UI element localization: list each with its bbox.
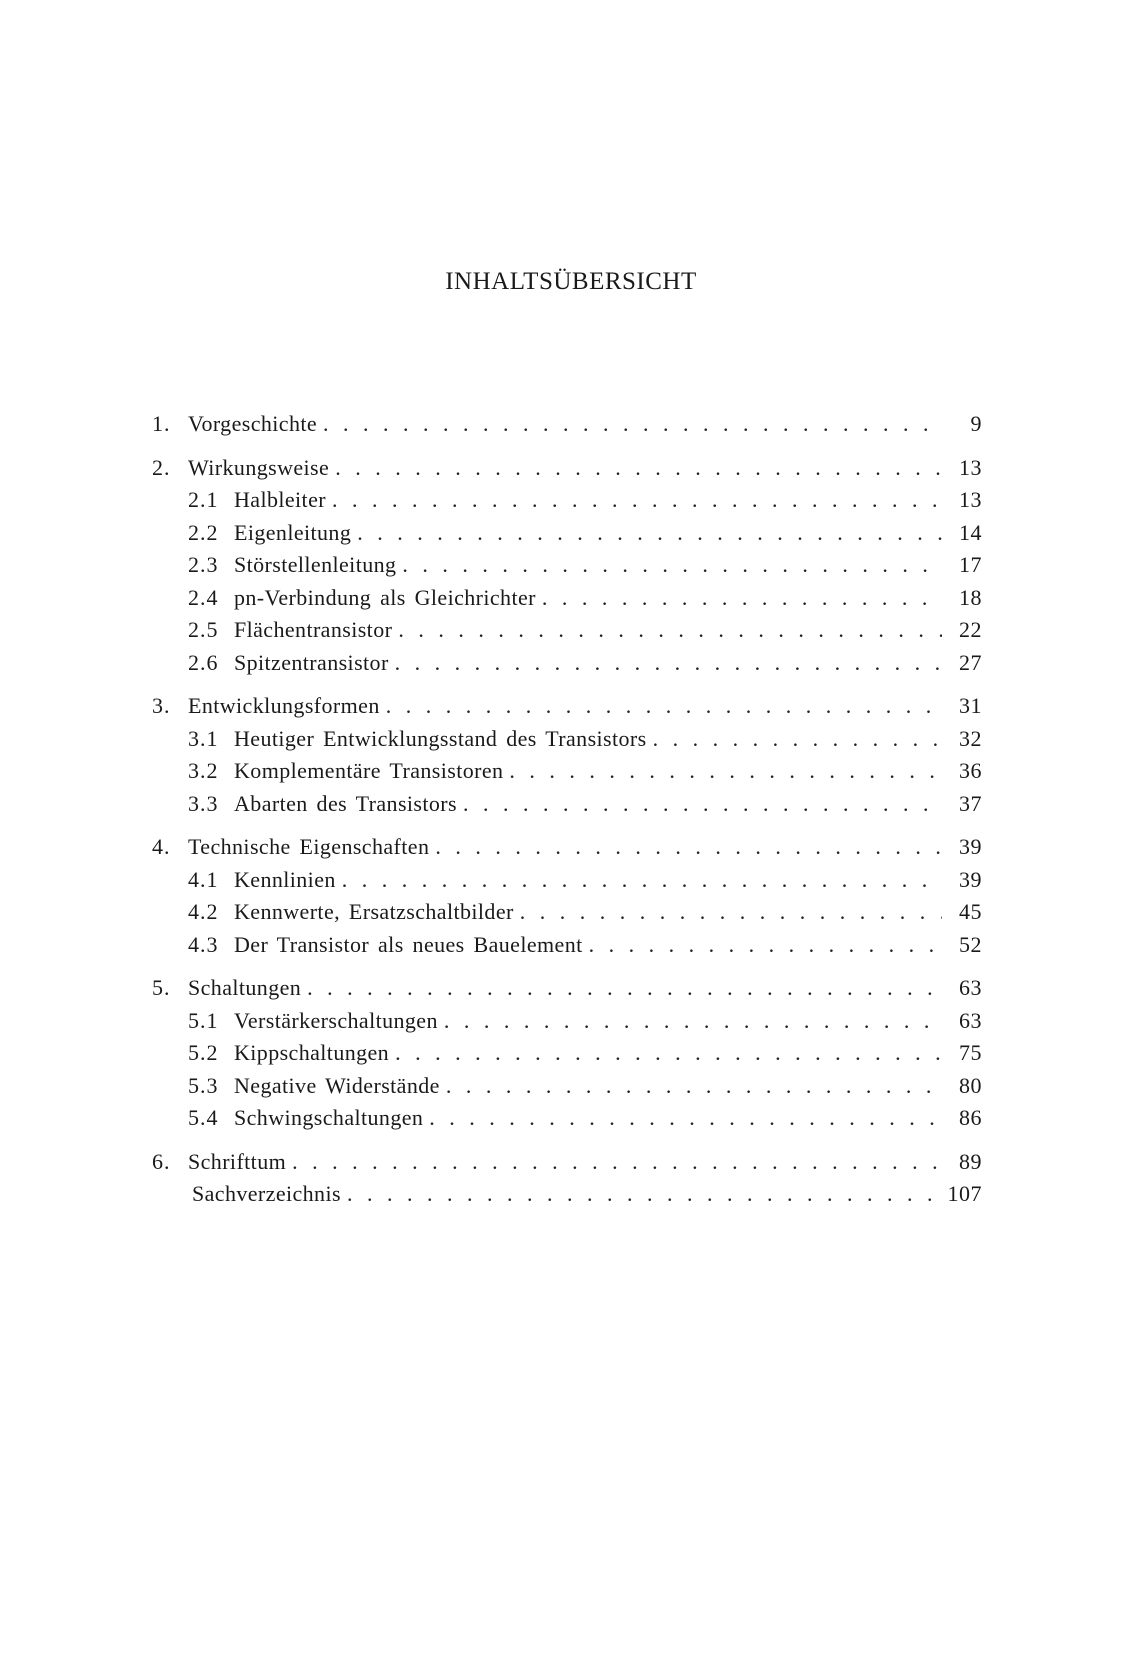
toc-number: 4.1 [188,866,219,892]
toc-number: 2.5 [188,617,219,642]
toc-number: 5.1 [188,1007,219,1033]
toc-chapter-group [152,408,982,441]
toc-entry-section-5-4[interactable] [152,1102,982,1135]
toc-number: 5.2 [188,1040,219,1065]
toc-entry-section-4-1[interactable] [152,864,982,897]
toc-leader-dots [332,484,942,517]
toc-label: Technische Eigenschaften [188,834,430,859]
toc-label: Vorgeschichte [188,411,318,436]
toc-label: Eigenleitung [234,519,352,545]
toc-label: Wirkungsweise [188,454,330,480]
toc-entry-section-5-1[interactable] [152,1005,982,1038]
toc-number: 4.3 [188,931,219,957]
toc-page-number: 14 [959,519,982,545]
toc-page-number: 89 [959,1148,982,1174]
toc-leader-dots [542,582,942,615]
toc-leader-dots [395,1037,942,1070]
toc-page-number: 13 [959,454,982,480]
toc-page-number: 63 [959,975,982,1000]
toc-entry-section-2-2[interactable] [152,517,982,550]
toc-label: Schrifttum [188,1148,287,1174]
toc-leader-dots [402,549,942,582]
toc-entry-chapter-1[interactable] [152,408,982,441]
toc-page-number: 32 [959,725,982,751]
toc-leader-dots [342,864,942,897]
toc-page-number: 22 [959,617,982,642]
toc-label: Sachverzeichnis [192,1181,341,1206]
toc-number: 3. [152,693,171,718]
toc-entry-section-5-3[interactable] [152,1070,982,1103]
toc-entry-section-2-3[interactable] [152,549,982,582]
toc-leader-dots [589,929,942,962]
toc-entry-section-3-3[interactable] [152,788,982,821]
toc-page-number: 39 [959,866,982,892]
toc-label: Abarten des Transistors [234,790,457,816]
toc-chapter-group [152,831,982,961]
toc-label: Schaltungen [188,975,302,1000]
toc-label: Kennwerte, Ersatzschaltbilder [234,899,514,924]
toc-label: Spitzentransistor [234,649,389,675]
toc-leader-dots [444,1005,942,1038]
toc-entry-section-2-5[interactable] [152,614,982,647]
toc-label: Schwingschaltungen [234,1105,424,1130]
toc-page-number: 86 [959,1105,982,1130]
toc-leader-dots [463,788,942,821]
toc-entry-chapter-5[interactable] [152,972,982,1005]
toc-leader-dots [435,831,942,864]
toc-entry-chapter-6[interactable] [152,1146,982,1179]
toc-chapter-group [152,690,982,820]
toc-number: 2.3 [188,552,219,577]
toc-leader-dots [520,896,942,929]
page-title: INHALTSÜBERSICHT [445,268,697,295]
toc-number: 3.2 [188,758,219,783]
toc-entry-section-2-4[interactable] [152,582,982,615]
toc-entry-section-3-1[interactable] [152,723,982,756]
toc-chapter-group [152,972,982,1135]
toc-number: 2.4 [188,584,219,610]
toc-entry-section-2-6[interactable] [152,647,982,680]
toc-number: 2.6 [188,649,219,675]
toc-leader-dots [323,408,942,441]
toc-entry-section-2-1[interactable] [152,484,982,517]
toc-leader-dots [446,1070,942,1103]
toc-leader-dots [307,972,942,1005]
toc-page-number: 9 [970,411,982,436]
toc-page-number: 52 [959,931,982,957]
toc-label: Entwicklungsformen [188,693,380,718]
toc-page-number: 45 [959,899,982,924]
toc-number: 5. [152,975,171,1000]
toc-label: Kippschaltungen [234,1040,390,1065]
toc-leader-dots [653,723,942,756]
toc-leader-dots [509,755,942,788]
toc-number: 3.1 [188,725,219,751]
toc-number: 4. [152,834,171,859]
table-of-contents [152,408,982,1222]
toc-page-number: 27 [959,649,982,675]
toc-number: 2. [152,454,171,480]
toc-entry-section-4-2[interactable] [152,896,982,929]
toc-label: Komplementäre Transistoren [234,758,504,783]
toc-label: Negative Widerstände [234,1072,440,1098]
toc-number: 4.2 [188,899,219,924]
toc-number: 3.3 [188,790,219,816]
toc-entry-section-4-3[interactable] [152,929,982,962]
toc-leader-dots [357,517,942,550]
toc-page-number: 63 [959,1007,982,1033]
toc-label: Halbleiter [234,487,326,512]
toc-label: Flächentransistor [234,617,393,642]
toc-leader-dots [335,452,942,485]
toc-number: 2.2 [188,519,219,545]
toc-page-number: 18 [959,584,982,610]
toc-entry-index[interactable] [152,1178,982,1211]
toc-label: Der Transistor als neues Bauelement [234,931,583,957]
toc-number: 5.3 [188,1072,219,1098]
toc-label: Kennlinien [234,866,336,892]
toc-chapter-group [152,452,982,680]
toc-leader-dots [429,1102,942,1135]
toc-page-number: 75 [959,1040,982,1065]
toc-number: 6. [152,1148,171,1174]
toc-chapter-group [152,1146,982,1211]
toc-entry-chapter-4[interactable] [152,831,982,864]
toc-leader-dots [386,690,942,723]
toc-entry-chapter-3[interactable] [152,690,982,723]
toc-number: 1. [152,411,171,436]
toc-page-number: 17 [959,552,982,577]
toc-label: Störstellenleitung [234,552,397,577]
toc-label: pn-Verbindung als Gleichrichter [234,584,536,610]
toc-page-number: 13 [959,487,982,512]
toc-page-number: 80 [959,1072,982,1098]
toc-entry-section-5-2[interactable] [152,1037,982,1070]
toc-label: Heutiger Entwicklungsstand des Transistors [234,725,647,751]
toc-entry-chapter-2[interactable] [152,452,982,485]
toc-page-number: 107 [947,1181,982,1206]
toc-label: Verstärkerschaltungen [234,1007,438,1033]
toc-page-number: 39 [959,834,982,859]
toc-number: 2.1 [188,487,219,512]
toc-page-number: 31 [959,693,982,718]
toc-number: 5.4 [188,1105,219,1130]
toc-leader-dots [395,647,942,680]
toc-leader-dots [347,1178,940,1211]
toc-page-number: 36 [959,758,982,783]
toc-leader-dots [292,1146,942,1179]
toc-page-number: 37 [959,790,982,816]
toc-leader-dots [398,614,942,647]
toc-entry-section-3-2[interactable] [152,755,982,788]
